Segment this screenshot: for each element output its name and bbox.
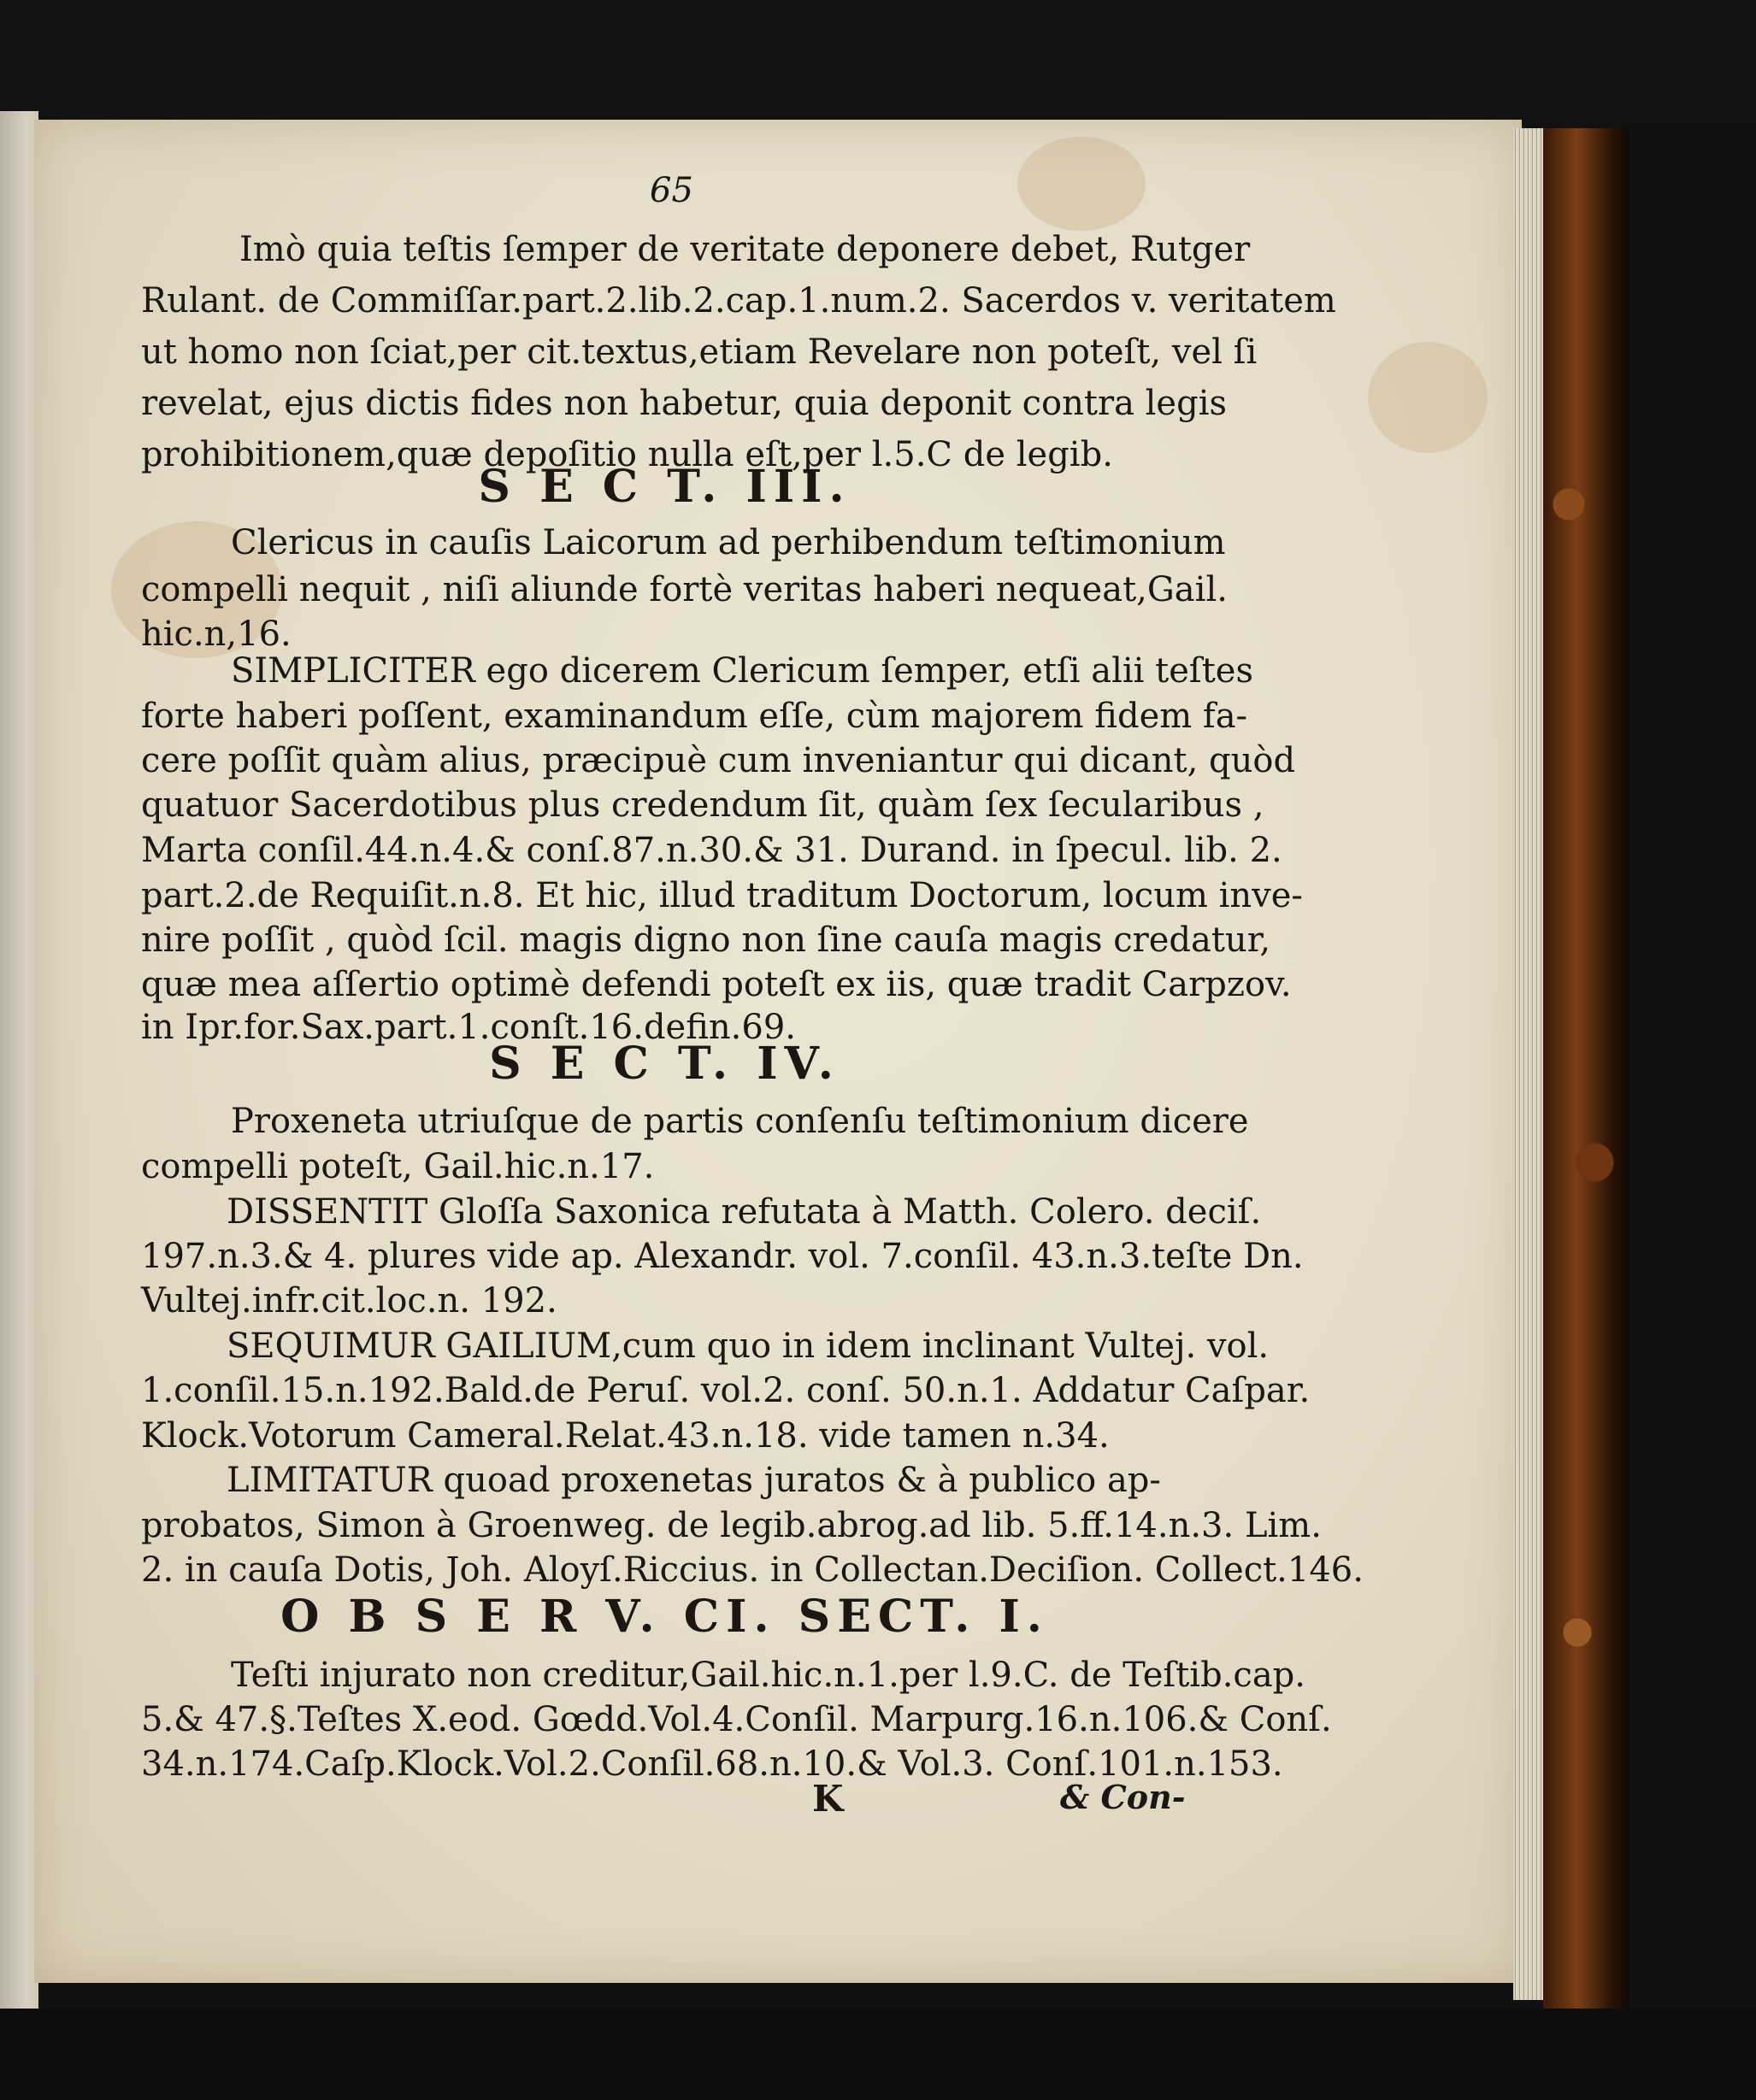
- summary-line: compelli nequit , niſi aliunde fortè veritas haberi nequeat,Gail.: [141, 570, 1228, 609]
- observation-heading: O B S E R V. CI. SECT. I.: [280, 1591, 1049, 1643]
- text-line: SIMPLICITER ego dicerem Clericum ſemper, etſi alii teſtes: [231, 651, 1253, 691]
- summary-line: compelli poteſt, Gail.hic.n.17.: [141, 1147, 655, 1186]
- background-top: [0, 0, 1756, 120]
- section-heading: S E C T. IV.: [489, 1038, 840, 1090]
- text-line: 5.& 47.§.Teſtes X.eod. Gœdd.Vol.4.Conſil. Marpurg.16.n.106.& Conſ.: [141, 1700, 1332, 1739]
- page-number: 65: [650, 171, 693, 210]
- background-bottom: [0, 2009, 1756, 2100]
- catchword: & Con-: [1060, 1778, 1186, 1816]
- text-line: nire poſſit , quòd ſcil. magis digno non ſine cauſa magis credatur,: [141, 921, 1271, 960]
- text-line: Rulant. de Commiſſar.part.2.lib.2.cap.1.num.2. Sacerdos v. veritatem: [141, 281, 1336, 321]
- foxing-stain: [1017, 137, 1146, 231]
- text-line: Imò quia teſtis ſemper de veritate deponere debet, Rutger: [239, 230, 1251, 269]
- text-line: forte haberi poſſent, examinandum eſſe, cùm majorem fidem fa-: [141, 697, 1248, 736]
- text-line: SEQUIMUR GAILIUM,cum quo in idem inclinant Vultej. vol.: [227, 1326, 1270, 1366]
- text-line: Klock.Votorum Cameral.Relat.43.n.18. vide tamen n.34.: [141, 1416, 1110, 1456]
- text-line: part.2.de Requiſit.n.8. Et hic, illud traditum Doctorum, locum inve-: [141, 876, 1303, 915]
- text-line: quatuor Sacerdotibus plus credendum ſit, quàm ſex ſecularibus ,: [141, 785, 1264, 825]
- text-line: cere poſſit quàm alius, præcipuè cum inveniantur qui dicant, quòd: [141, 741, 1296, 780]
- text-line: 1.conſil.15.n.192.Bald.de Peruſ. vol.2. conſ. 50.n.1. Addatur Caſpar.: [141, 1371, 1311, 1410]
- text-line: Marta conſil.44.n.4.& conſ.87.n.30.& 31. Durand. in ſpecul. lib. 2.: [141, 831, 1282, 870]
- text-line: 2. in cauſa Dotis, Joh. Aloyſ.Riccius. in Collectan.Deciſion. Collect.146.: [141, 1550, 1364, 1590]
- text-line: DISSENTIT Gloſſa Saxonica refutata à Matth. Colero. deciſ.: [227, 1192, 1262, 1232]
- text-line: quæ mea aſſertio optimè defendi poteſt ex iis, quæ tradit Carpzov.: [141, 965, 1292, 1004]
- summary-line: Teſti injurato non creditur,Gail.hic.n.1.per l.9.C. de Teſtib.cap.: [231, 1656, 1305, 1695]
- text-line: Vultej.infr.cit.loc.n. 192.: [141, 1281, 557, 1321]
- text-line: probatos, Simon à Groenweg. de legib.abrog.ad lib. 5.ff.14.n.3. Lim.: [141, 1506, 1322, 1545]
- facing-page-edge: [0, 111, 38, 2013]
- signature-mark: K: [812, 1778, 844, 1820]
- section-heading: S E C T. III.: [478, 461, 851, 513]
- text-line: prohibitionem,quæ depoſitio nulla eſt,per l.5.C de legib.: [141, 435, 1113, 474]
- page-stack-edge: [1513, 128, 1547, 2000]
- summary-line: Proxeneta utriuſque de partis conſenſu teſtimonium dicere: [231, 1102, 1249, 1141]
- text-line: 34.n.174.Caſp.Klock.Vol.2.Conſil.68.n.10.& Vol.3. Conſ.101.n.153.: [141, 1744, 1283, 1784]
- text-line: in Ipr.for.Sax.part.1.conſt.16.defin.69.: [141, 1008, 796, 1047]
- summary-line: Clericus in cauſis Laicorum ad perhibendum teſtimonium: [231, 523, 1226, 562]
- marbled-cover: [1543, 128, 1629, 2009]
- text-line: revelat, ejus dictis fides non habetur, quia deponit contra legis: [141, 384, 1228, 423]
- summary-line: hic.n,16.: [141, 615, 292, 654]
- text-line: 197.n.3.& 4. plures vide ap. Alexandr. vol. 7.conſil. 43.n.3.teſte Dn.: [141, 1237, 1304, 1276]
- text-line: LIMITATUR quoad proxenetas juratos & à publico ap-: [227, 1461, 1161, 1500]
- foxing-stain: [1368, 342, 1488, 453]
- text-line: ut homo non ſciat,per cit.textus,etiam Revelare non poteſt, vel ſi: [141, 332, 1258, 372]
